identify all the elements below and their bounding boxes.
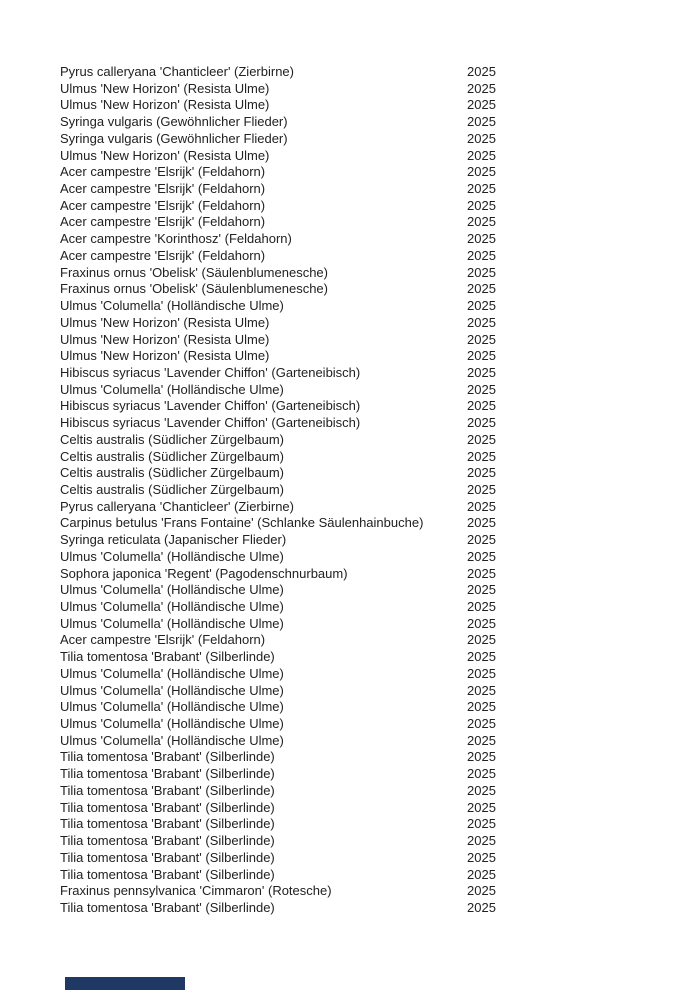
year-cell: 2025 (467, 766, 496, 782)
plant-name-cell: Sophora japonica 'Regent' (Pagodenschnurbaum) (60, 565, 348, 581)
table-row (0, 816, 700, 833)
plant-name-cell: Acer campestre 'Elsrijk' (Feldahorn) (60, 632, 266, 648)
plant-name-cell: Ulmus 'Columella' (Holländische Ulme) (60, 665, 284, 681)
plant-name-cell: Pyrus calleryana 'Chanticleer' (Zierbirne) (60, 498, 294, 514)
table-row (0, 867, 700, 884)
plant-name-cell: Tilia tomentosa 'Brabant' (Silberlinde) (60, 833, 275, 849)
table-row (0, 499, 700, 516)
year-cell: 2025 (467, 899, 496, 915)
plant-name-cell: Ulmus 'Columella' (Holländische Ulme) (60, 548, 284, 564)
table-row (0, 432, 700, 449)
table-row (0, 231, 700, 248)
year-cell: 2025 (467, 481, 496, 497)
year-cell: 2025 (467, 849, 496, 865)
plant-name-cell: Ulmus 'Columella' (Holländische Ulme) (60, 699, 284, 715)
table-row (0, 148, 700, 165)
table-row (0, 465, 700, 482)
year-cell: 2025 (467, 64, 496, 79)
year-cell: 2025 (467, 632, 496, 648)
plant-name-cell: Ulmus 'Columella' (Holländische Ulme) (60, 615, 284, 631)
year-cell: 2025 (467, 398, 496, 414)
year-cell: 2025 (467, 816, 496, 832)
plant-name-cell: Celtis australis (Südlicher Zürgelbaum) (60, 431, 284, 447)
year-cell: 2025 (467, 833, 496, 849)
year-cell: 2025 (467, 782, 496, 798)
plant-name-cell: Tilia tomentosa 'Brabant' (Silberlinde) (60, 799, 275, 815)
year-cell: 2025 (467, 615, 496, 631)
plant-name-cell: Acer campestre 'Elsrijk' (Feldahorn) (60, 197, 266, 213)
table-row (0, 599, 700, 616)
table-row (0, 900, 700, 917)
year-cell: 2025 (467, 147, 496, 163)
year-cell: 2025 (467, 749, 496, 765)
table-row (0, 549, 700, 566)
plant-name-cell: Acer campestre 'Elsrijk' (Feldahorn) (60, 164, 266, 180)
table-row (0, 81, 700, 98)
year-cell: 2025 (467, 281, 496, 297)
year-cell: 2025 (467, 716, 496, 732)
table-row (0, 265, 700, 282)
table-row (0, 332, 700, 349)
table-row (0, 716, 700, 733)
year-cell: 2025 (467, 264, 496, 280)
table-row (0, 632, 700, 649)
plant-name-cell: Ulmus 'Columella' (Holländische Ulme) (60, 716, 284, 732)
year-cell: 2025 (467, 130, 496, 146)
table-row (0, 850, 700, 867)
plant-name-cell: Fraxinus ornus 'Obelisk' (Säulenblumenesche) (60, 281, 328, 297)
year-cell: 2025 (467, 465, 496, 481)
plant-name-cell: Tilia tomentosa 'Brabant' (Silberlinde) (60, 816, 275, 832)
plant-name-cell: Ulmus 'Columella' (Holländische Ulme) (60, 732, 284, 748)
plant-name-cell: Hibiscus syriacus 'Lavender Chiffon' (Garteneibisch) (60, 364, 361, 380)
year-cell: 2025 (467, 181, 496, 197)
plant-name-cell: Carpinus betulus 'Frans Fontaine' (Schlanke Säulenhainbuche) (60, 515, 424, 531)
plant-name-cell: Fraxinus pennsylvanica 'Cimmaron' (Rotesche) (60, 883, 332, 899)
table-row (0, 800, 700, 817)
table-row (0, 766, 700, 783)
year-cell: 2025 (467, 548, 496, 564)
year-cell: 2025 (467, 164, 496, 180)
plant-name-cell: Tilia tomentosa 'Brabant' (Silberlinde) (60, 849, 275, 865)
year-cell: 2025 (467, 498, 496, 514)
plant-name-cell: Tilia tomentosa 'Brabant' (Silberlinde) (60, 749, 275, 765)
plant-name-cell: Celtis australis (Südlicher Zürgelbaum) (60, 465, 284, 481)
year-cell: 2025 (467, 682, 496, 698)
plant-name-cell: Ulmus 'New Horizon' (Resista Ulme) (60, 331, 270, 347)
plant-name-cell: Acer campestre 'Korinthosz' (Feldahorn) (60, 231, 292, 247)
plant-name-cell: Acer campestre 'Elsrijk' (Feldahorn) (60, 214, 266, 230)
year-cell: 2025 (467, 799, 496, 815)
year-cell: 2025 (467, 247, 496, 263)
year-cell: 2025 (467, 214, 496, 230)
year-cell: 2025 (467, 331, 496, 347)
table-row (0, 198, 700, 215)
year-cell: 2025 (467, 197, 496, 213)
table-row (0, 365, 700, 382)
plant-name-cell: Hibiscus syriacus 'Lavender Chiffon' (Garteneibisch) (60, 415, 361, 431)
year-cell: 2025 (467, 732, 496, 748)
table-row (0, 97, 700, 114)
year-cell: 2025 (467, 883, 496, 899)
plant-name-cell: Tilia tomentosa 'Brabant' (Silberlinde) (60, 899, 275, 915)
year-cell: 2025 (467, 364, 496, 380)
table-row (0, 398, 700, 415)
year-cell: 2025 (467, 532, 496, 548)
plant-name-cell: Acer campestre 'Elsrijk' (Feldahorn) (60, 181, 266, 197)
table-row (0, 415, 700, 432)
table-row (0, 214, 700, 231)
plant-name-cell: Tilia tomentosa 'Brabant' (Silberlinde) (60, 866, 275, 882)
year-cell: 2025 (467, 97, 496, 113)
table-row (0, 683, 700, 700)
plant-name-cell: Acer campestre 'Elsrijk' (Feldahorn) (60, 247, 266, 263)
year-cell: 2025 (467, 298, 496, 314)
year-cell: 2025 (467, 866, 496, 882)
table-row (0, 281, 700, 298)
year-cell: 2025 (467, 565, 496, 581)
plant-name-cell: Ulmus 'Columella' (Holländische Ulme) (60, 682, 284, 698)
year-cell: 2025 (467, 582, 496, 598)
table-row (0, 315, 700, 332)
year-cell: 2025 (467, 699, 496, 715)
year-cell: 2025 (467, 448, 496, 464)
year-cell: 2025 (467, 599, 496, 614)
plant-name-cell: Syringa reticulata (Japanischer Flieder) (60, 532, 287, 548)
plant-name-cell: Ulmus 'Columella' (Holländische Ulme) (60, 381, 284, 397)
table-row (0, 131, 700, 148)
year-cell: 2025 (467, 515, 496, 531)
year-cell: 2025 (467, 415, 496, 431)
year-cell: 2025 (467, 314, 496, 330)
plant-name-cell: Fraxinus ornus 'Obelisk' (Säulenblumenesche) (60, 264, 328, 280)
table-row (0, 64, 700, 81)
year-cell: 2025 (467, 114, 496, 130)
table-row (0, 833, 700, 850)
table-row (0, 749, 700, 766)
year-cell: 2025 (467, 431, 496, 447)
plant-name-cell: Ulmus 'New Horizon' (Resista Ulme) (60, 80, 270, 96)
table-row (0, 181, 700, 198)
table-row (0, 616, 700, 633)
plant-name-cell: Ulmus 'Columella' (Holländische Ulme) (60, 582, 284, 598)
plant-name-cell: Ulmus 'Columella' (Holländische Ulme) (60, 599, 284, 614)
plant-name-cell: Syringa vulgaris (Gewöhnlicher Flieder) (60, 130, 288, 146)
plant-name-cell: Ulmus 'New Horizon' (Resista Ulme) (60, 314, 270, 330)
table-row (0, 382, 700, 399)
year-cell: 2025 (467, 649, 496, 665)
table-row (0, 649, 700, 666)
plant-name-cell: Ulmus 'New Horizon' (Resista Ulme) (60, 348, 270, 364)
table-row (0, 883, 700, 900)
plant-name-cell: Tilia tomentosa 'Brabant' (Silberlinde) (60, 649, 275, 665)
plant-name-cell: Tilia tomentosa 'Brabant' (Silberlinde) (60, 766, 275, 782)
year-cell: 2025 (467, 665, 496, 681)
year-cell: 2025 (467, 348, 496, 364)
plant-name-cell: Ulmus 'New Horizon' (Resista Ulme) (60, 147, 270, 163)
table-row (0, 248, 700, 265)
table-row (0, 348, 700, 365)
table-row (0, 582, 700, 599)
footer-bar (65, 977, 185, 990)
table-row (0, 666, 700, 683)
plant-name-cell: Pyrus calleryana 'Chanticleer' (Zierbirne) (60, 64, 294, 79)
year-cell: 2025 (467, 231, 496, 247)
table-row (0, 515, 700, 532)
plant-name-cell: Celtis australis (Südlicher Zürgelbaum) (60, 448, 284, 464)
year-cell: 2025 (467, 381, 496, 397)
table-row (0, 733, 700, 750)
year-cell: 2025 (467, 80, 496, 96)
plant-name-cell: Hibiscus syriacus 'Lavender Chiffon' (Garteneibisch) (60, 398, 361, 414)
table-row (0, 566, 700, 583)
table-row (0, 783, 700, 800)
plant-name-cell: Ulmus 'Columella' (Holländische Ulme) (60, 298, 284, 314)
table-row (0, 699, 700, 716)
table-row (0, 114, 700, 131)
table-row (0, 532, 700, 549)
plant-name-cell: Celtis australis (Südlicher Zürgelbaum) (60, 481, 284, 497)
plant-name-cell: Syringa vulgaris (Gewöhnlicher Flieder) (60, 114, 288, 130)
plant-name-cell: Ulmus 'New Horizon' (Resista Ulme) (60, 97, 270, 113)
table-row (0, 298, 700, 315)
table-row (0, 449, 700, 466)
table-row (0, 164, 700, 181)
plant-name-cell: Tilia tomentosa 'Brabant' (Silberlinde) (60, 782, 275, 798)
table-row (0, 482, 700, 499)
plant-year-list (0, 64, 700, 917)
